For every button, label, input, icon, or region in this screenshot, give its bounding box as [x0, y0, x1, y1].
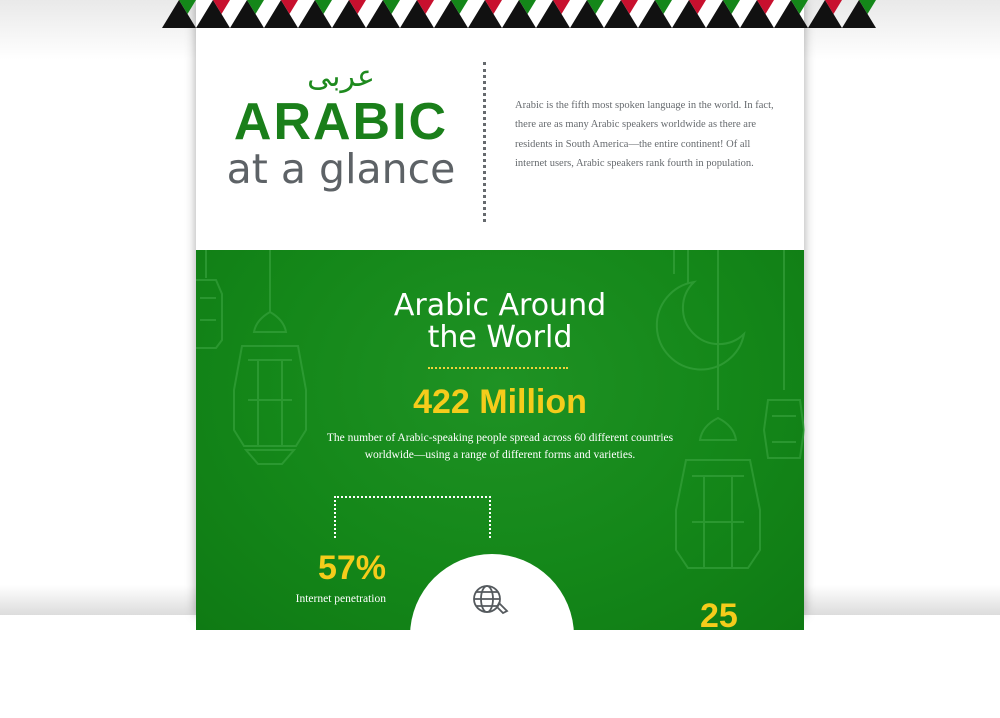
dotted-connector — [334, 496, 491, 538]
internet-stat-value: 57% — [317, 549, 386, 587]
section-title-line-1: Arabic Around — [393, 288, 607, 323]
speakers-stat-value: 422 Million — [413, 383, 587, 421]
section-title-line-2: the World — [427, 320, 573, 355]
intro-paragraph: Arabic is the fifth most spoken language in the world. In fact, there are as many Arabic speakers worldwide as there are residents in South America—the entire continent! Of all internet users, Arabic speakers rank fourth in population. — [515, 100, 774, 169]
arabic-script-title: عربى — [307, 59, 375, 94]
title-dotted-underline — [428, 367, 568, 369]
page-title: ARABIC — [233, 93, 449, 151]
right-stat-value: 25 — [700, 597, 738, 635]
vertical-divider — [483, 62, 489, 222]
infographic-page[interactable] — [196, 0, 804, 635]
center-circle — [410, 554, 574, 718]
internet-stat-label: Internet penetration — [295, 593, 386, 605]
globe-icon — [473, 583, 509, 615]
page-subtitle: at a glance — [226, 145, 456, 193]
section-title — [196, 290, 804, 354]
world-section — [196, 250, 804, 635]
triangle-pattern-icon — [196, 0, 804, 28]
header-section — [196, 28, 804, 250]
speakers-stat-description: The number of Arabic-speaking people spread across 60 different countries worldwide—using a range of different forms and varieties. — [326, 432, 674, 461]
